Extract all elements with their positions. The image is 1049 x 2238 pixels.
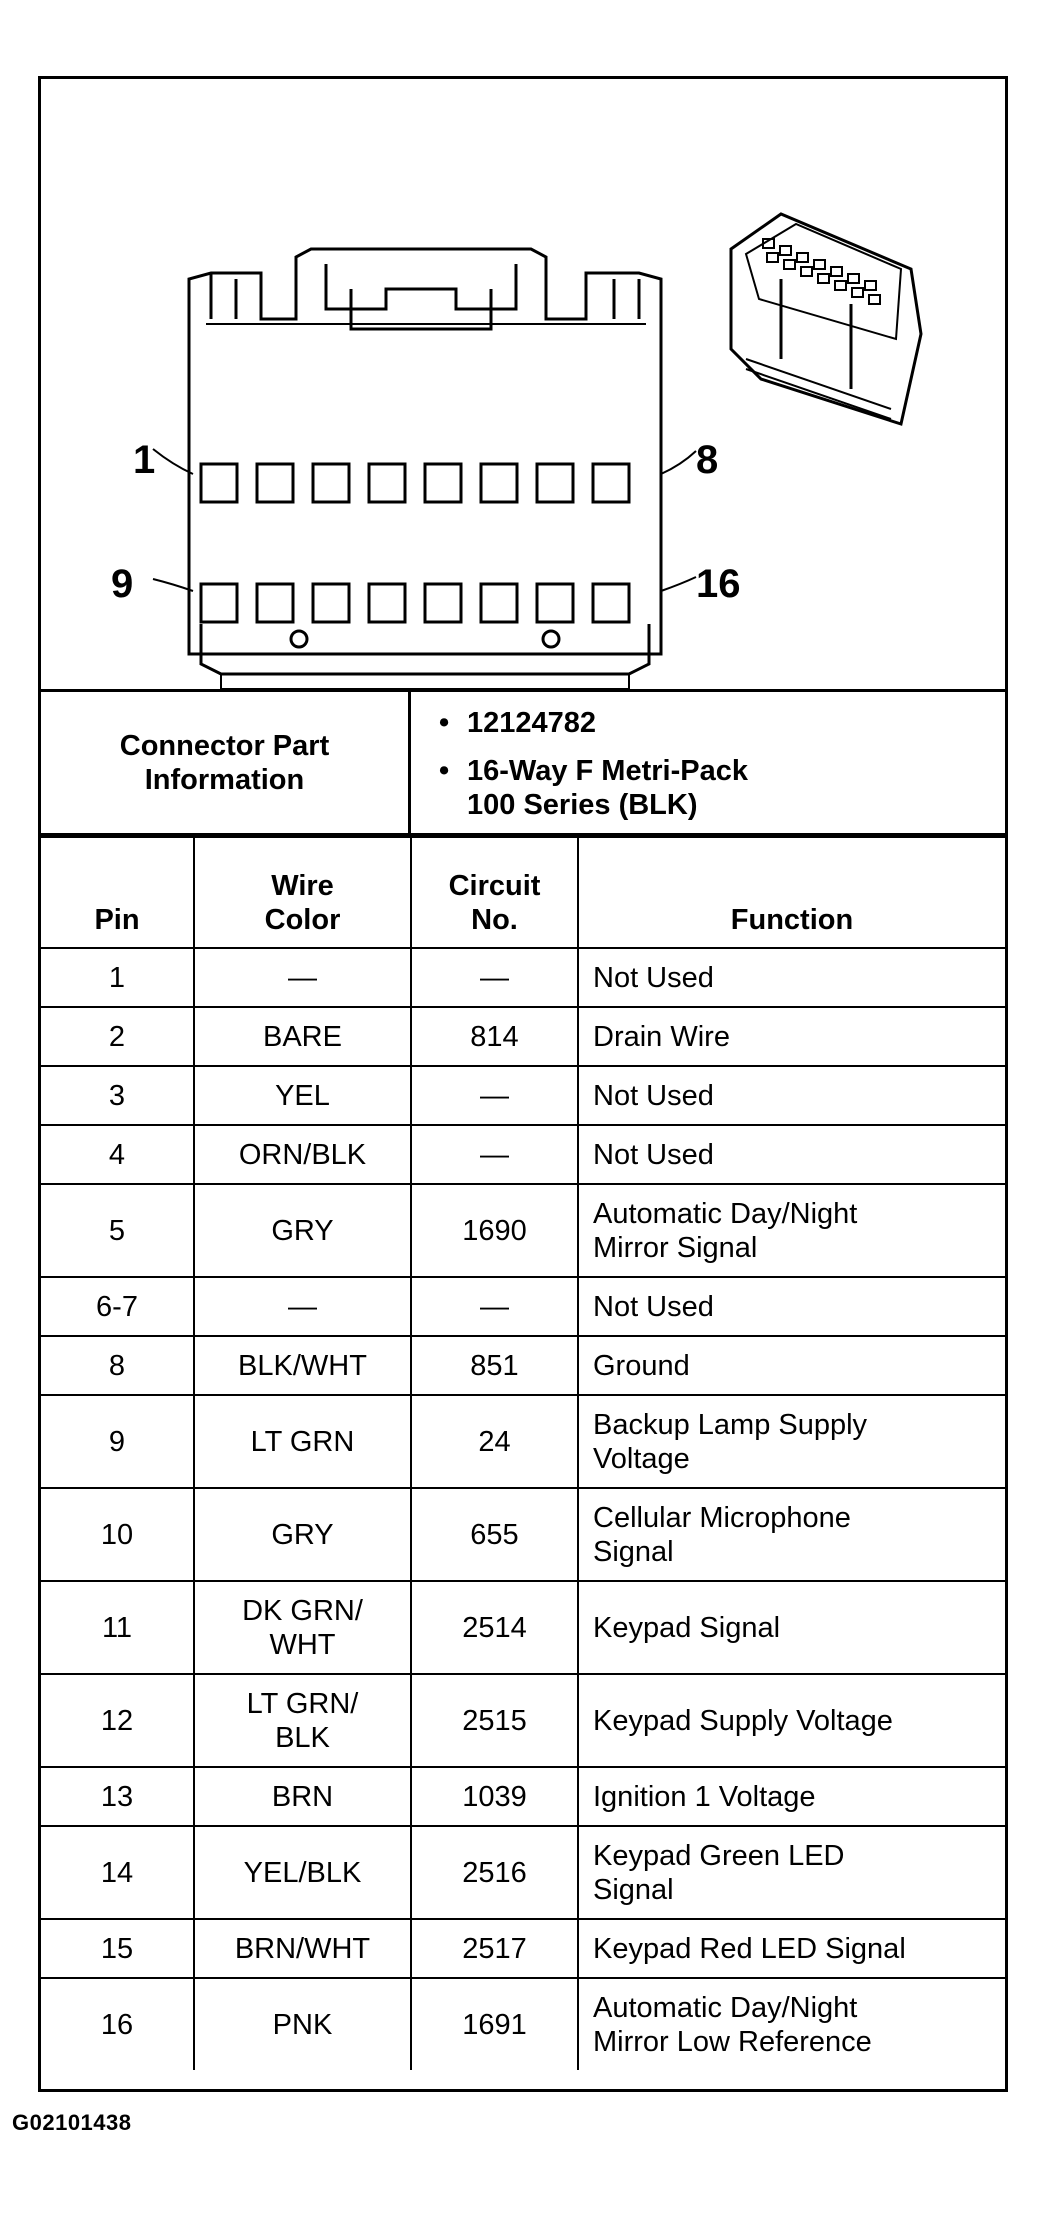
table-row — [41, 1066, 1005, 1125]
cell-pin: 3 — [41, 1066, 194, 1125]
wire-color-line1: BARE — [263, 1020, 342, 1053]
header-circuit-line2: No. — [471, 904, 518, 936]
iso-pin-cavity — [797, 253, 808, 262]
cell-pin: 6-7 — [41, 1277, 194, 1336]
table-row — [41, 1488, 1005, 1581]
function-line1: Backup Lamp Supply — [593, 1408, 868, 1441]
connector-part-info-label — [41, 692, 411, 833]
header-wire-color-line1: Wire — [271, 870, 334, 902]
pin-cavity — [201, 584, 237, 622]
info-label-line2: Information — [144, 763, 305, 796]
table-row — [41, 1919, 1005, 1978]
function-line1: Automatic Day/Night — [593, 1991, 858, 2024]
iso-pin-cavity — [801, 267, 812, 276]
cell-wire-color — [194, 1919, 411, 1978]
wire-color-line2: BLK — [275, 1721, 330, 1754]
wire-color-line1: BRN/WHT — [234, 1932, 371, 1965]
cell-function — [578, 1488, 1005, 1581]
function-line1: Ignition 1 Voltage — [593, 1780, 816, 1813]
function-line1: Cellular Microphone — [593, 1501, 851, 1534]
function-line1: Not Used — [593, 1138, 714, 1171]
wire-color-line1: PNK — [272, 2008, 333, 2041]
cell-circuit-no: — — [411, 1066, 578, 1125]
header-pin: Pin — [41, 837, 194, 948]
cell-wire-color — [194, 1674, 411, 1767]
cell-pin: 4 — [41, 1125, 194, 1184]
wire-color-line1: DK GRN/ — [242, 1594, 363, 1627]
cell-wire-color — [194, 948, 411, 1007]
figure-code: G02101438 — [12, 2110, 132, 2135]
cell-function — [578, 1007, 1005, 1066]
iso-pin-cavity — [848, 274, 859, 283]
cell-function — [578, 1674, 1005, 1767]
pin-cavity — [257, 584, 293, 622]
iso-pin-cavity — [780, 246, 791, 255]
cell-pin: 14 — [41, 1826, 194, 1919]
pin-cavity — [537, 584, 573, 622]
connector-diagram — [41, 79, 1005, 692]
pin-cavity — [201, 464, 237, 502]
cell-wire-color — [194, 1277, 411, 1336]
pin-label-16: 16 — [696, 562, 741, 606]
cell-function — [578, 1581, 1005, 1674]
table-row — [41, 1007, 1005, 1066]
pin-cavity — [425, 584, 461, 622]
function-line1: Keypad Supply Voltage — [593, 1704, 893, 1737]
cell-circuit-no: 1691 — [411, 1978, 578, 2070]
table-row — [41, 948, 1005, 1007]
function-line1: Keypad Green LED — [593, 1839, 845, 1872]
wire-color-line1: ORN/BLK — [238, 1138, 367, 1171]
table-row — [41, 1674, 1005, 1767]
cell-pin: 5 — [41, 1184, 194, 1277]
wire-color-line1: BLK/WHT — [238, 1349, 367, 1382]
cell-circuit-no: — — [411, 948, 578, 1007]
cell-pin: 10 — [41, 1488, 194, 1581]
wire-color-line1: — — [288, 1290, 317, 1323]
cell-pin: 9 — [41, 1395, 194, 1488]
pin-cavity — [537, 464, 573, 502]
cell-pin: 15 — [41, 1919, 194, 1978]
cell-function — [578, 1395, 1005, 1488]
function-line2: Signal — [593, 1873, 674, 1906]
header-wire-color — [194, 837, 411, 948]
pin-cavity — [369, 584, 405, 622]
table-row — [41, 1826, 1005, 1919]
cell-wire-color — [194, 1488, 411, 1581]
cell-wire-color — [194, 1184, 411, 1277]
description-line2: 100 Series (BLK) — [467, 789, 698, 821]
wire-color-line1: LT GRN/ — [246, 1687, 359, 1720]
wire-color-line1: LT GRN — [250, 1425, 355, 1458]
function-line2: Voltage — [593, 1442, 690, 1475]
function-line1: Drain Wire — [593, 1020, 730, 1053]
iso-pin-cavity — [831, 267, 842, 276]
wire-color-line1: BRN — [271, 1780, 334, 1813]
table-row — [41, 1767, 1005, 1826]
function-line1: Keypad Signal — [593, 1611, 781, 1644]
cell-wire-color — [194, 1125, 411, 1184]
function-line1: Not Used — [593, 961, 714, 994]
table-row — [41, 1336, 1005, 1395]
cell-circuit-no: 24 — [411, 1395, 578, 1488]
pin-cavity — [257, 464, 293, 502]
cell-function — [578, 1184, 1005, 1277]
connector-part-info — [41, 692, 1005, 836]
wire-color-line1: YEL/BLK — [243, 1856, 362, 1889]
table-row — [41, 1125, 1005, 1184]
cell-circuit-no: 2515 — [411, 1674, 578, 1767]
cell-circuit-no: 2514 — [411, 1581, 578, 1674]
cell-function — [578, 1767, 1005, 1826]
function-line2: Mirror Low Reference — [593, 2025, 872, 2058]
table-row — [41, 1395, 1005, 1488]
cell-function — [578, 1125, 1005, 1184]
description-line1: 16-Way F Metri-Pack — [467, 755, 748, 787]
header-function: Function — [578, 837, 1005, 948]
cell-function — [578, 1277, 1005, 1336]
cell-function — [578, 1919, 1005, 1978]
cell-circuit-no: 1039 — [411, 1767, 578, 1826]
cell-circuit-no: — — [411, 1125, 578, 1184]
cell-wire-color — [194, 1066, 411, 1125]
cell-pin: 8 — [41, 1336, 194, 1395]
wire-color-line2: WHT — [269, 1628, 336, 1661]
header-circuit-line1: Circuit — [448, 870, 541, 902]
cell-function — [578, 948, 1005, 1007]
connector-sheet — [38, 76, 1008, 2092]
pin-label-1: 1 — [133, 438, 156, 482]
function-line1: Ground — [593, 1349, 690, 1382]
cell-function — [578, 1066, 1005, 1125]
connector-description — [467, 754, 1005, 822]
cell-circuit-no: 814 — [411, 1007, 578, 1066]
cell-pin: 2 — [41, 1007, 194, 1066]
header-circuit-no — [411, 837, 578, 948]
table-row — [41, 1581, 1005, 1674]
cell-wire-color — [194, 1978, 411, 2070]
cell-wire-color — [194, 1767, 411, 1826]
cell-wire-color — [194, 1336, 411, 1395]
table-row — [41, 1184, 1005, 1277]
info-label-line1: Connector Part — [119, 729, 330, 762]
cell-circuit-no: 1690 — [411, 1184, 578, 1277]
part-number: • 12124782 — [467, 706, 1005, 740]
pin-cavity — [425, 464, 461, 502]
pin-table — [41, 836, 1005, 2070]
table-row — [41, 1277, 1005, 1336]
table-row — [41, 1978, 1005, 2070]
iso-pin-cavity — [835, 281, 846, 290]
function-line2: Signal — [593, 1535, 674, 1568]
cell-circuit-no: — — [411, 1277, 578, 1336]
iso-pin-cavity — [814, 260, 825, 269]
iso-pin-cavity — [869, 295, 880, 304]
function-line2: Mirror Signal — [593, 1231, 758, 1264]
cell-pin: 13 — [41, 1767, 194, 1826]
iso-pin-cavity — [767, 253, 778, 262]
cell-circuit-no: 2517 — [411, 1919, 578, 1978]
cell-pin: 16 — [41, 1978, 194, 2070]
cell-circuit-no: 851 — [411, 1336, 578, 1395]
pin-cavity — [313, 584, 349, 622]
cell-function — [578, 1336, 1005, 1395]
pin-cavity — [481, 584, 517, 622]
cell-function — [578, 1978, 1005, 2070]
function-line1: Not Used — [593, 1079, 714, 1112]
wire-color-line1: YEL — [275, 1079, 330, 1112]
wire-color-line1: — — [288, 961, 317, 994]
iso-pin-cavity — [784, 260, 795, 269]
pin-cavity — [369, 464, 405, 502]
connector-part-info-values — [411, 692, 1005, 833]
cell-wire-color — [194, 1395, 411, 1488]
connector-drawing — [41, 79, 1005, 689]
cell-pin: 11 — [41, 1581, 194, 1674]
pin-cavity — [593, 464, 629, 502]
pin-label-8: 8 — [696, 438, 719, 482]
cell-circuit-no: 655 — [411, 1488, 578, 1581]
wire-color-line1: GRY — [271, 1214, 334, 1247]
cell-pin: 12 — [41, 1674, 194, 1767]
header-wire-color-line2: Color — [264, 904, 341, 936]
pin-cavity — [313, 464, 349, 502]
pin-label-9: 9 — [111, 562, 134, 606]
function-line1: Automatic Day/Night — [593, 1197, 858, 1230]
table-header-row — [41, 837, 1005, 948]
cell-wire-color — [194, 1581, 411, 1674]
iso-pin-cavity — [852, 288, 863, 297]
cell-function — [578, 1826, 1005, 1919]
wire-color-line1: GRY — [271, 1518, 334, 1551]
function-line1: Keypad Red LED Signal — [593, 1932, 906, 1965]
cell-wire-color — [194, 1826, 411, 1919]
iso-pin-cavity — [818, 274, 829, 283]
function-line1: Not Used — [593, 1290, 714, 1323]
cell-wire-color — [194, 1007, 411, 1066]
pin-cavity — [593, 584, 629, 622]
cell-pin: 1 — [41, 948, 194, 1007]
iso-pin-cavity — [865, 281, 876, 290]
pin-cavity — [481, 464, 517, 502]
cell-circuit-no: 2516 — [411, 1826, 578, 1919]
